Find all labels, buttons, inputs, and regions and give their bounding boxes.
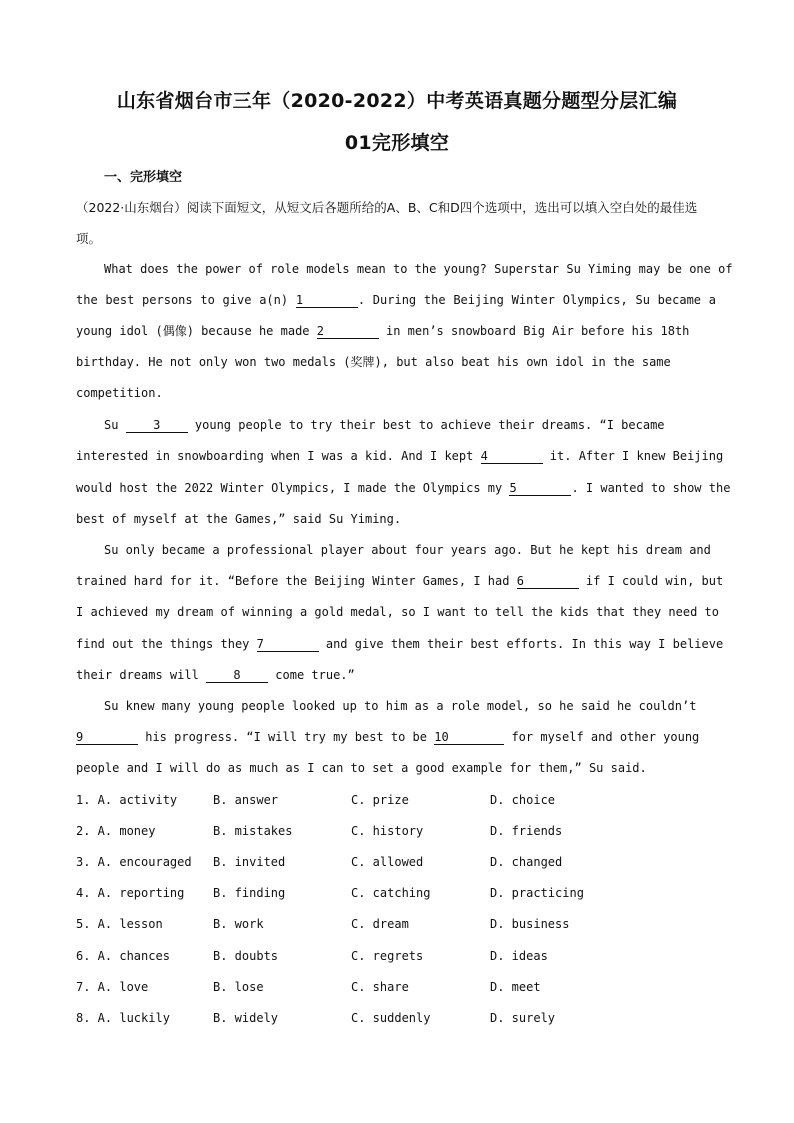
- option-2-b: B. mistakes: [213, 824, 293, 838]
- passage-line: Su only became a professional player about four years ago. But he kept his dream and: [104, 543, 711, 557]
- option-2-c: C. history: [351, 824, 424, 838]
- option-4-c: C. catching: [351, 886, 431, 900]
- passage-line: young idol (偶像) because he made 2 in men’s snowboard Big Air before his 18th: [76, 324, 690, 338]
- option-1-b: B. answer: [213, 793, 279, 807]
- option-6-d: D. ideas: [490, 949, 548, 963]
- option-3-b: B. invited: [213, 855, 286, 869]
- option-5-c: C. dream: [351, 917, 409, 931]
- blank-10: 10: [434, 730, 504, 745]
- passage-line: people and I will do as much as I can to set a good example for them,” Su said.: [76, 761, 647, 775]
- option-7-c: C. share: [351, 980, 409, 994]
- option-3-a: 3. A. encouraged: [76, 855, 192, 869]
- option-7-d: D. meet: [490, 980, 541, 994]
- blank-4: 4: [481, 449, 543, 464]
- option-5-b: B. work: [213, 917, 264, 931]
- option-8-d: D. surely: [490, 1011, 556, 1025]
- passage-line: 9 his progress. “I will try my best to be 10 for myself and other young: [76, 730, 700, 744]
- document-title: 山东省烟台市三年（2020-2022）中考英语真题分题型分层汇编: [116, 90, 678, 112]
- option-1-c: C. prize: [351, 793, 409, 807]
- passage-line: competition.: [76, 386, 163, 400]
- blank-9: 9: [76, 730, 138, 745]
- passage-line: birthday. He not only won two medals (奖牌), but also beat his own idol in the same: [76, 355, 671, 369]
- option-8-c: C. suddenly: [351, 1011, 431, 1025]
- option-3-c: C. allowed: [351, 855, 424, 869]
- passage-line: Su 3 young people to try their best to achieve their dreams. “I became: [104, 418, 665, 432]
- option-8-a: 8. A. luckily: [76, 1011, 170, 1025]
- passage-line: best of myself at the Games,” said Su Yiming.: [76, 512, 402, 526]
- option-5-a: 5. A. lesson: [76, 917, 163, 931]
- section-heading: 一、完形填空: [104, 170, 183, 185]
- blank-6: 6: [517, 574, 579, 589]
- option-6-c: C. regrets: [351, 949, 424, 963]
- option-3-d: D. changed: [490, 855, 563, 869]
- option-8-b: B. widely: [213, 1011, 279, 1025]
- option-4-d: D. practicing: [490, 886, 584, 900]
- passage-line: I achieved my dream of winning a gold medal, so I want to tell the kids that they need to: [76, 605, 719, 619]
- source-note: （2022·山东烟台）阅读下面短文，从短文后各题所给的A、B、C和D四个选项中，选出可以填入空白处的最佳选项。: [76, 200, 698, 246]
- blank-5: 5: [509, 481, 571, 496]
- option-6-a: 6. A. chances: [76, 949, 170, 963]
- blank-1: 1: [296, 293, 358, 308]
- option-2-d: D. friends: [490, 824, 563, 838]
- option-5-d: D. business: [490, 917, 570, 931]
- option-7-a: 7. A. love: [76, 980, 149, 994]
- option-2-a: 2. A. money: [76, 824, 156, 838]
- document-subtitle: 01完形填空: [344, 132, 450, 154]
- option-4-a: 4. A. reporting: [76, 886, 185, 900]
- option-7-b: B. lose: [213, 980, 264, 994]
- blank-3: 3: [126, 418, 188, 433]
- option-6-b: B. doubts: [213, 949, 279, 963]
- passage-line: interested in snowboarding when I was a kid. And I kept 4 it. After I knew Beijing: [76, 449, 724, 463]
- passage-line: find out the things they 7 and give them their best efforts. In this way I believe: [76, 637, 724, 651]
- passage-line: the best persons to give a(n) 1 . During the Beijing Winter Olympics, Su became a: [76, 293, 716, 307]
- passage-line: their dreams will 8 come true.”: [76, 668, 355, 682]
- blank-2: 2: [317, 324, 379, 339]
- passage-line: Su knew many young people looked up to him as a role model, so he said he couldn’t: [104, 699, 697, 713]
- passage-line: would host the 2022 Winter Olympics, I made the Olympics my 5 . I wanted to show the: [76, 481, 731, 495]
- passage-line: What does the power of role models mean to the young? Superstar Su Yiming may be one of: [104, 262, 733, 276]
- blank-7: 7: [257, 637, 319, 652]
- option-1-a: 1. A. activity: [76, 793, 178, 807]
- blank-8: 8: [206, 668, 268, 683]
- option-1-d: D. choice: [490, 793, 556, 807]
- passage-line: trained hard for it. “Before the Beijing Winter Games, I had 6 if I could win, but: [76, 574, 724, 588]
- option-4-b: B. finding: [213, 886, 286, 900]
